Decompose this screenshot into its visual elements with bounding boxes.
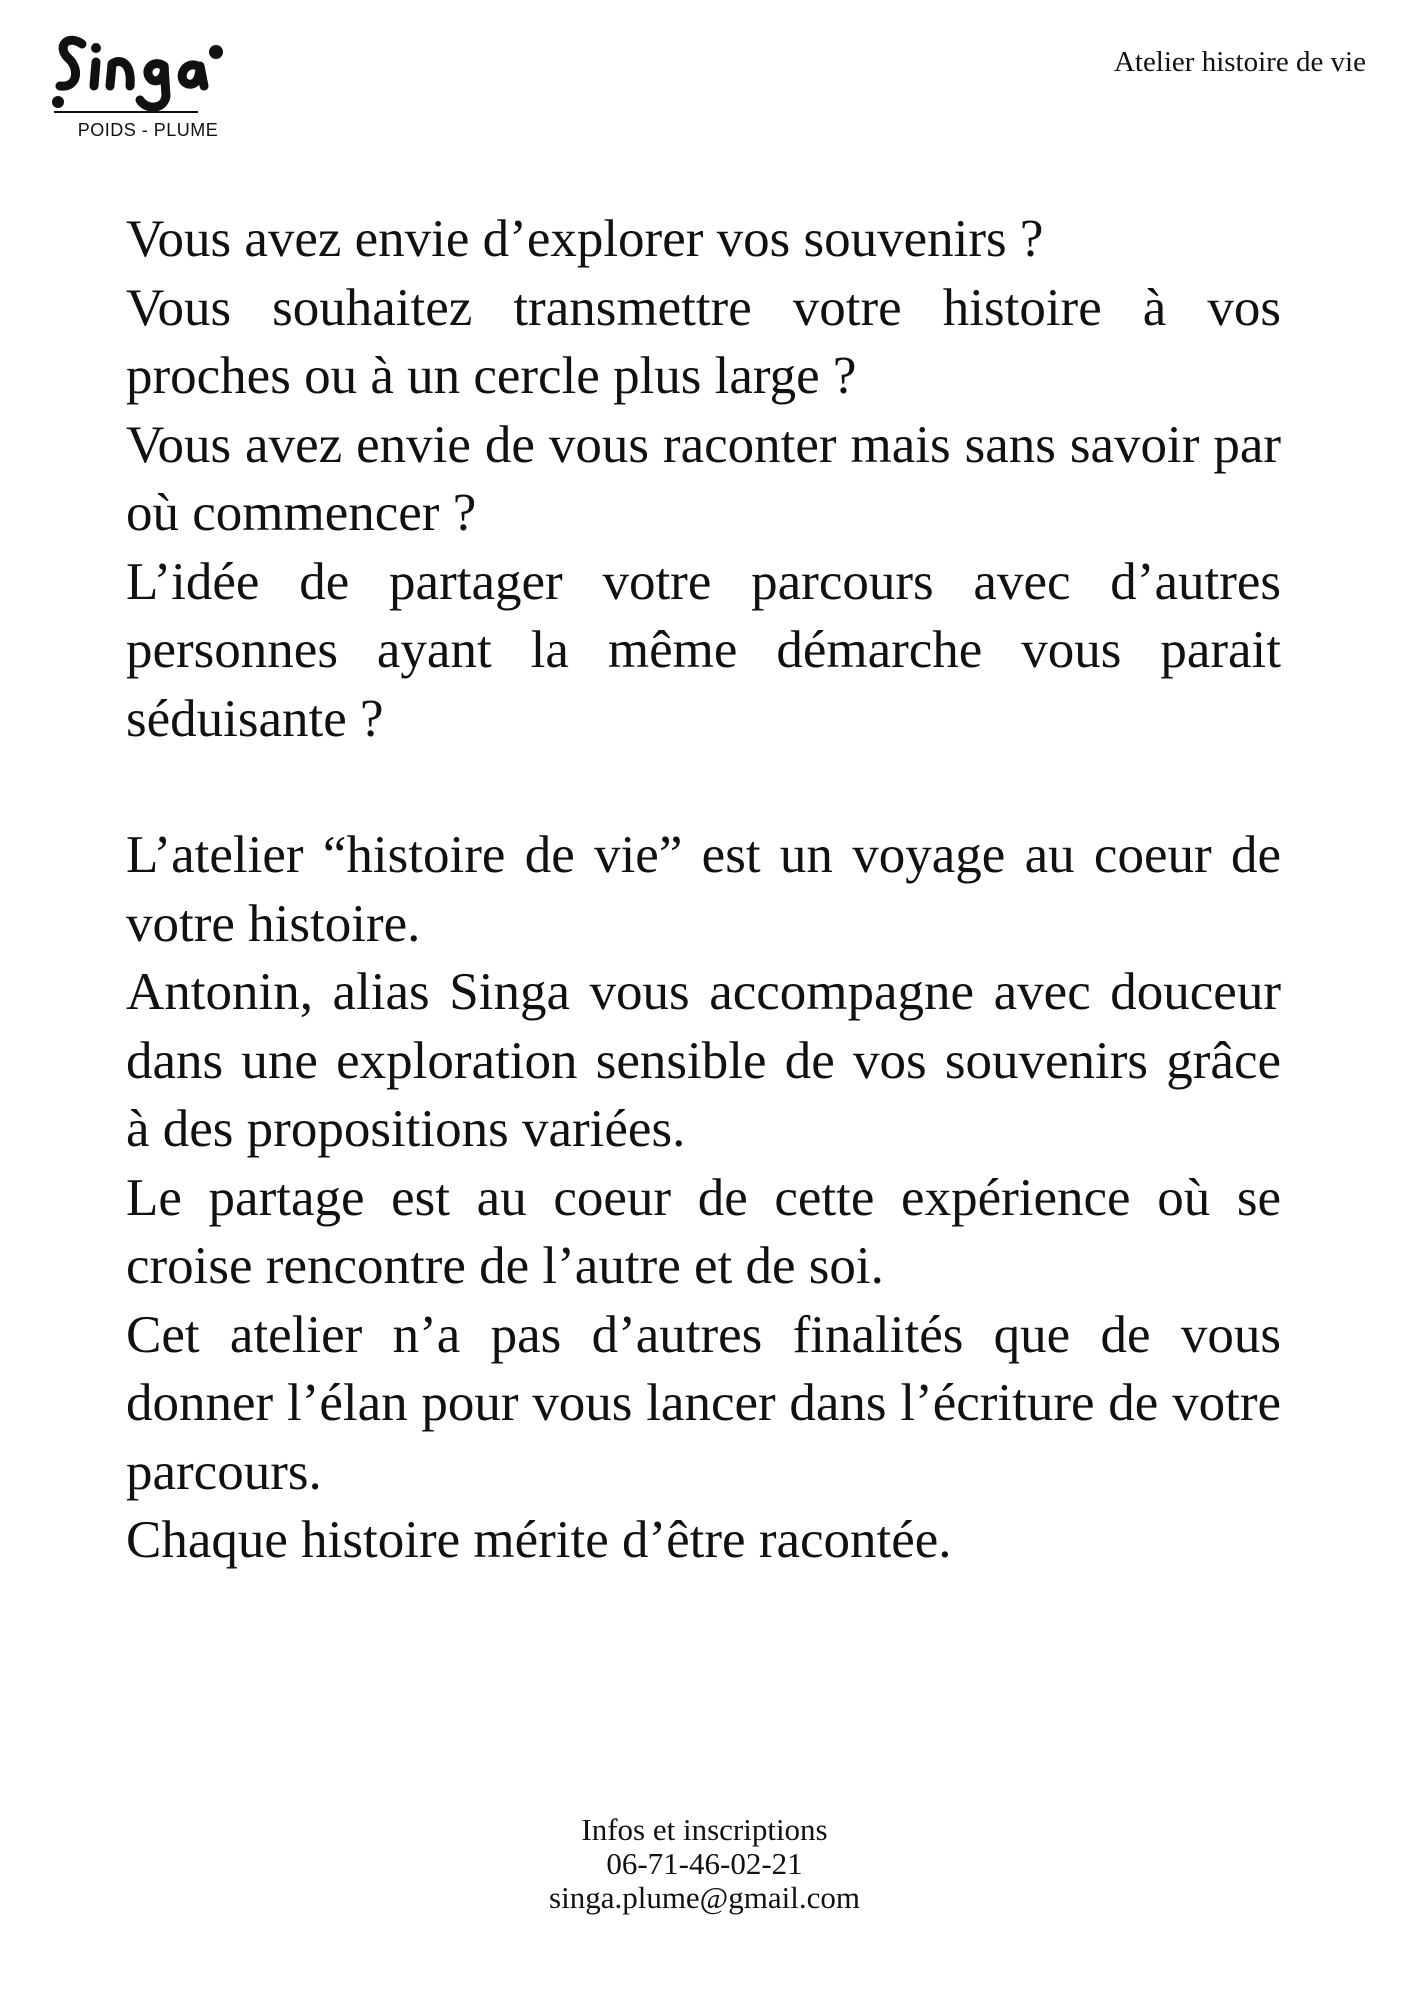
text-line: Chaque histoire mérite d’être racontée. (126, 1511, 952, 1569)
page-header-title: Atelier histoire de vie (1113, 46, 1366, 78)
text-line: Vous souhaitez transmettre votre histoire à vos proches ou à un cercle plus large ? (126, 278, 1281, 405)
footer-heading: Infos et inscriptions (581, 1812, 828, 1847)
description-paragraph (126, 821, 1281, 1575)
main-text (126, 205, 1281, 1575)
email-address: singa.plume@gmail.com (549, 1880, 860, 1915)
text-line: L’idée de partager votre parcours avec d’autres personnes ayant la même démarche vous parait séduisante ? (126, 552, 1281, 748)
logo-tagline: POIDS - PLUME (77, 120, 219, 140)
text-line: Le partage est au coeur de cette expérience où se croise rencontre de l’autre et de soi. (126, 1168, 1281, 1295)
intro-paragraph (126, 205, 1281, 753)
text-line: Cet atelier n’a pas d’autres finalités que de vous donner l’élan pour vous lancer dans l’écriture de votre parcours. (126, 1305, 1281, 1501)
phone-number: 06-71-46-02-21 (606, 1846, 803, 1881)
text-line: Vous avez envie d’explorer vos souvenirs ? (126, 210, 1044, 268)
singa-logo (48, 22, 238, 150)
singa-wordmark-graphic (48, 22, 238, 122)
text-line: L’atelier “histoire de vie” est un voyage au coeur de votre histoire. (126, 826, 1281, 953)
contact-footer (0, 1813, 1409, 1915)
text-line: Vous avez envie de vous raconter mais sans savoir par où commencer ? (126, 415, 1281, 542)
text-line: Antonin, alias Singa vous accompagne avec douceur dans une exploration sensible de vos souvenirs grâce à des propositions variées. (126, 963, 1281, 1158)
